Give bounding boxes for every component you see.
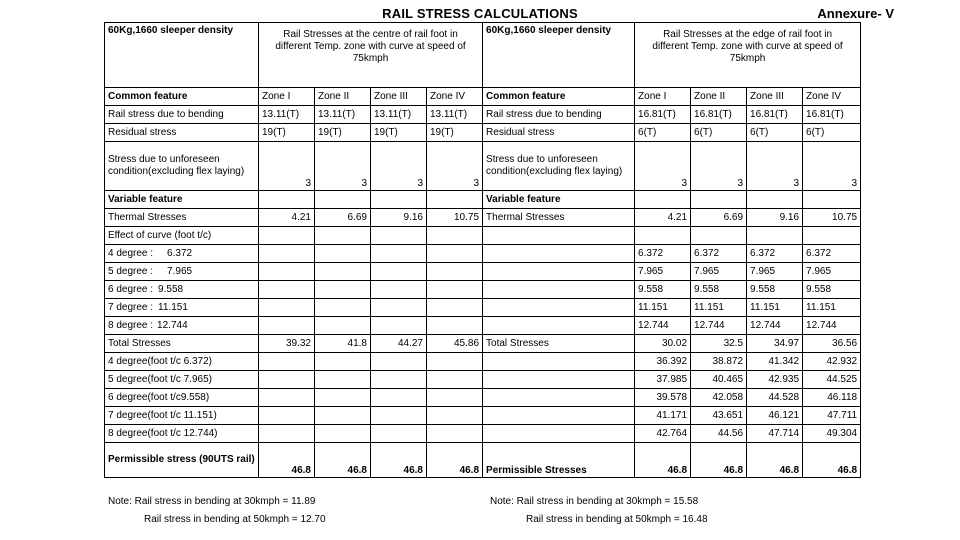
table-row (105, 371, 861, 389)
cell-value: 42.935 (747, 371, 803, 389)
cell-value: 44.528 (747, 389, 803, 407)
cell-value: 10.75 (427, 209, 483, 227)
table-row (105, 317, 861, 335)
cell-value: 16.81(T) (691, 106, 747, 124)
cell-value: 13.11(T) (315, 106, 371, 124)
annexure-label: Annexure- V (817, 6, 894, 21)
notes-right (490, 493, 708, 529)
table-row (105, 88, 861, 106)
cell-value: 47.714 (747, 425, 803, 443)
cell-value: 19(T) (427, 124, 483, 142)
cell-value: 4.21 (635, 209, 691, 227)
table-row (105, 209, 861, 227)
cell-value: 9.558 (691, 281, 747, 299)
row-label: Stress due to unforeseen condition(excluding flex laying) (483, 142, 635, 191)
stress-table (104, 22, 861, 478)
row-label: Rail stress due to bending (483, 106, 635, 124)
cell-value: 19(T) (259, 124, 315, 142)
cell-value: 45.86 (427, 335, 483, 353)
cell-value: 32.5 (691, 335, 747, 353)
cell-value: 13.11(T) (259, 106, 315, 124)
row-label: 8 degree(foot t/c 12.744) (105, 425, 259, 443)
cell-value: 11.151 (803, 299, 861, 317)
cell-value: 47.711 (803, 407, 861, 425)
cell-value: 13.11(T) (427, 106, 483, 124)
row-label (105, 281, 259, 299)
cell-value: 46.8 (635, 443, 691, 478)
cell-value: 7.965 (803, 263, 861, 281)
cell-value: 34.97 (747, 335, 803, 353)
table-row (105, 245, 861, 263)
cell-value: 12.744 (635, 317, 691, 335)
cell-value: 42.058 (691, 389, 747, 407)
cell-value: 6.372 (635, 245, 691, 263)
cell-value: 7.965 (747, 263, 803, 281)
degree-label: 7 degree : (108, 301, 154, 313)
cell-value: 41.171 (635, 407, 691, 425)
cell-value: 38.872 (691, 353, 747, 371)
zone-header: Zone III (747, 88, 803, 106)
row-label: Permissible stress (90UTS rail) (105, 443, 259, 478)
cell-value: 41.342 (747, 353, 803, 371)
cell-value: 6(T) (803, 124, 861, 142)
right-header-label: 60Kg,1660 sleeper density (483, 23, 635, 88)
cell-value: 46.118 (803, 389, 861, 407)
row-label: Common feature (105, 88, 259, 106)
row-label: Thermal Stresses (105, 209, 259, 227)
cell-value: 30.02 (635, 335, 691, 353)
row-label: 6 degree(foot t/c9.558) (105, 389, 259, 407)
table-row (105, 299, 861, 317)
cell-value: 49.304 (803, 425, 861, 443)
row-label: Stress due to unforeseen condition(excluding flex laying) (105, 142, 259, 191)
table-row (105, 425, 861, 443)
cell-value: 9.16 (371, 209, 427, 227)
left-header-desc: Rail Stresses at the centre of rail foot in different Temp. zone with curve at speed of 75kmph (259, 23, 483, 88)
cell-value: 39.578 (635, 389, 691, 407)
degree-value: 11.151 (158, 301, 188, 313)
zone-header: Zone II (315, 88, 371, 106)
cell-value: 12.744 (747, 317, 803, 335)
row-label (105, 263, 259, 281)
cell-value: 41.8 (315, 335, 371, 353)
cell-value: 6.372 (803, 245, 861, 263)
cell-value: 46.8 (259, 443, 315, 478)
zone-header: Zone II (691, 88, 747, 106)
table-row (105, 124, 861, 142)
row-label: Residual stress (105, 124, 259, 142)
page-title: RAIL STRESS CALCULATIONS (382, 6, 578, 21)
cell-value: 3 (371, 142, 427, 191)
cell-value: 3 (747, 142, 803, 191)
cell-value: 44.525 (803, 371, 861, 389)
cell-value: 46.8 (747, 443, 803, 478)
row-label (105, 299, 259, 317)
degree-label: 8 degree : (108, 319, 154, 331)
degree-value: 7.965 (167, 265, 193, 277)
cell-value: 42.932 (803, 353, 861, 371)
cell-value: 46.8 (803, 443, 861, 478)
row-label: Effect of curve (foot t/c) (105, 227, 259, 245)
cell-value: 6.69 (315, 209, 371, 227)
notes-left (108, 493, 326, 529)
row-label: Total Stresses (483, 335, 635, 353)
row-label: Permissible Stresses (483, 443, 635, 478)
row-label: Variable feature (483, 191, 635, 209)
cell-value: 46.121 (747, 407, 803, 425)
cell-value: 3 (259, 142, 315, 191)
table-row (105, 106, 861, 124)
table-row (105, 407, 861, 425)
note-line: Note: Rail stress in bending at 30kmph = 15.58 (490, 496, 699, 507)
cell-value: 12.744 (691, 317, 747, 335)
cell-value: 19(T) (371, 124, 427, 142)
cell-value: 3 (635, 142, 691, 191)
right-header-desc: Rail Stresses at the edge of rail foot in different Temp. zone with curve at speed of 75kmph (635, 23, 861, 88)
cell-value: 46.8 (315, 443, 371, 478)
table-row (105, 263, 861, 281)
cell-value: 6(T) (635, 124, 691, 142)
zone-header: Zone III (371, 88, 427, 106)
row-label: Variable feature (105, 191, 259, 209)
header-row (105, 23, 861, 88)
degree-value: 6.372 (167, 247, 193, 259)
cell-value: 44.27 (371, 335, 427, 353)
cell-value: 6(T) (691, 124, 747, 142)
table-row (105, 335, 861, 353)
cell-value: 11.151 (691, 299, 747, 317)
cell-value: 6.69 (691, 209, 747, 227)
cell-value: 7.965 (635, 263, 691, 281)
cell-value: 46.8 (691, 443, 747, 478)
cell-value: 46.8 (371, 443, 427, 478)
table-row (105, 142, 861, 191)
row-label: 7 degree(foot t/c 11.151) (105, 407, 259, 425)
cell-value: 36.392 (635, 353, 691, 371)
table-row (105, 191, 861, 209)
table-row (105, 389, 861, 407)
table-row (105, 353, 861, 371)
row-label: 5 degree(foot t/c 7.965) (105, 371, 259, 389)
degree-value: 12.744 (157, 319, 188, 331)
cell-value: 19(T) (315, 124, 371, 142)
table-row (105, 281, 861, 299)
zone-header: Zone I (259, 88, 315, 106)
zone-header: Zone IV (803, 88, 861, 106)
cell-value: 12.744 (803, 317, 861, 335)
row-label: Total Stresses (105, 335, 259, 353)
cell-value: 44.56 (691, 425, 747, 443)
row-label: Residual stress (483, 124, 635, 142)
cell-value: 3 (691, 142, 747, 191)
cell-value: 6.372 (747, 245, 803, 263)
cell-value: 11.151 (635, 299, 691, 317)
cell-value: 16.81(T) (747, 106, 803, 124)
cell-value: 3 (315, 142, 371, 191)
cell-value: 13.11(T) (371, 106, 427, 124)
cell-value: 3 (803, 142, 861, 191)
cell-value: 10.75 (803, 209, 861, 227)
table-row (105, 227, 861, 245)
cell-value: 16.81(T) (635, 106, 691, 124)
zone-header: Zone I (635, 88, 691, 106)
row-label: Common feature (483, 88, 635, 106)
cell-value: 6(T) (747, 124, 803, 142)
note-line: Note: Rail stress in bending at 30kmph = 11.89 (108, 496, 316, 507)
note-line: Rail stress in bending at 50kmph = 16.48 (526, 514, 708, 525)
degree-value: 9.558 (158, 283, 184, 295)
note-line: Rail stress in bending at 50kmph = 12.70 (144, 514, 326, 525)
cell-value: 43.651 (691, 407, 747, 425)
cell-value: 16.81(T) (803, 106, 861, 124)
cell-value: 46.8 (427, 443, 483, 478)
cell-value: 4.21 (259, 209, 315, 227)
cell-value: 7.965 (691, 263, 747, 281)
cell-value: 39.32 (259, 335, 315, 353)
row-label: Thermal Stresses (483, 209, 635, 227)
zone-header: Zone IV (427, 88, 483, 106)
row-label (105, 317, 259, 335)
cell-value: 9.558 (803, 281, 861, 299)
cell-value: 37.985 (635, 371, 691, 389)
cell-value: 6.372 (691, 245, 747, 263)
cell-value: 3 (427, 142, 483, 191)
table-row (105, 443, 861, 478)
cell-value: 9.558 (635, 281, 691, 299)
degree-label: 5 degree : (108, 265, 154, 277)
cell-value: 36.56 (803, 335, 861, 353)
cell-value: 11.151 (747, 299, 803, 317)
row-label (105, 245, 259, 263)
degree-label: 6 degree : (108, 283, 154, 295)
cell-value: 42.764 (635, 425, 691, 443)
row-label: 4 degree(foot t/c 6.372) (105, 353, 259, 371)
cell-value: 9.558 (747, 281, 803, 299)
degree-label: 4 degree : (108, 247, 154, 259)
cell-value: 40.465 (691, 371, 747, 389)
left-header-label: 60Kg,1660 sleeper density (105, 23, 259, 88)
row-label: Rail stress due to bending (105, 106, 259, 124)
cell-value: 9.16 (747, 209, 803, 227)
